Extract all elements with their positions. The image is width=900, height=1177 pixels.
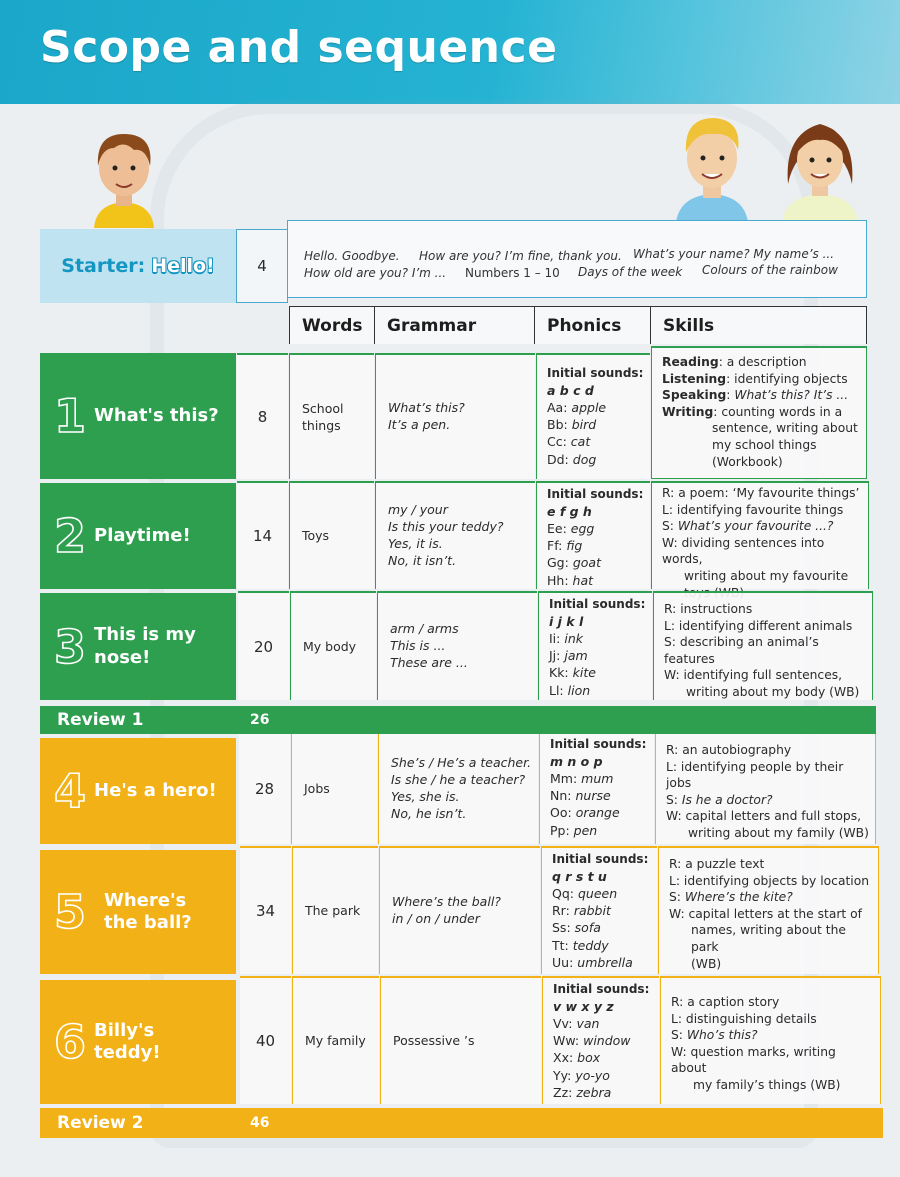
column-header-words: Words xyxy=(289,306,374,344)
starter-item: Hello. Goodbye. xyxy=(304,249,400,263)
phonics-example xyxy=(547,451,650,468)
skill-label: S: xyxy=(666,792,682,807)
starter-hello-title: Hello! xyxy=(151,255,215,277)
phonics-example xyxy=(549,664,652,681)
phonics-heading: Initial sounds: xyxy=(549,597,646,611)
review-2-bar xyxy=(40,1108,883,1138)
grammar-line: Is she / he a teacher? xyxy=(391,772,526,788)
phonics-word: kite xyxy=(572,665,596,681)
skill-text: R: instructions xyxy=(664,602,753,616)
skill-text: my school things xyxy=(712,437,817,452)
phonics-word: egg xyxy=(570,520,595,536)
phonics-heading: Initial sounds: xyxy=(550,737,647,751)
phonics-letter-pair: Ss: xyxy=(552,920,571,936)
girl-character-illustration xyxy=(780,114,860,222)
phonics-heading: Initial sounds: xyxy=(547,366,644,380)
skill-text: L: identifying different animals xyxy=(664,618,853,633)
skill-text: W: capital letters and full stops, xyxy=(666,809,862,824)
phonics-letter-pair: Oo: xyxy=(550,805,572,821)
starter-item: Numbers 1 – 10 xyxy=(465,266,560,280)
skill-text: writing about my body (WB) xyxy=(686,684,860,699)
phonics-word: cat xyxy=(570,434,591,450)
skill-text: R: a puzzle text xyxy=(669,857,765,871)
phonics-letter-pair: Dd: xyxy=(547,451,569,467)
grammar-line: It’s a pen. xyxy=(388,417,451,432)
phonics-letter-pair: Gg: xyxy=(547,555,569,571)
page-title: Scope and sequence xyxy=(40,22,558,73)
phonics-word: lion xyxy=(567,682,591,698)
unit-skills xyxy=(655,734,876,844)
phonics-letter-pair: Aa: xyxy=(547,399,568,415)
phonics-letter-pair: Nn: xyxy=(550,788,572,804)
phonics-word: rabbit xyxy=(573,903,611,919)
phonics-example xyxy=(547,572,650,589)
phonics-word: hat xyxy=(572,572,594,588)
unit-skills xyxy=(660,976,881,1104)
phonics-letter-pair: Tt: xyxy=(552,937,569,953)
starter-item: Colours of the rainbow xyxy=(702,263,838,277)
unit-grammar xyxy=(377,591,537,700)
skill-text: : xyxy=(726,388,735,403)
phonics-letter-pair: Ww: xyxy=(553,1033,580,1049)
review-1-bar xyxy=(40,706,876,734)
unit-page-number: 34 xyxy=(240,846,291,974)
boy-character-illustration xyxy=(88,126,160,228)
unit-skills xyxy=(653,591,873,700)
phonics-word: sofa xyxy=(574,920,601,936)
skill-text: W: capital letters at the start of xyxy=(669,906,863,921)
phonics-example xyxy=(547,433,650,450)
phonics-example xyxy=(550,770,654,787)
phonics-word: pen xyxy=(573,822,598,838)
phonics-example xyxy=(549,630,652,647)
grammar-line: arm / arms xyxy=(390,621,459,637)
grammar-line: These are ... xyxy=(390,654,468,670)
unit-number: 6 xyxy=(54,1015,87,1069)
skill-text: : identifying objects xyxy=(726,371,848,386)
phonics-word: queen xyxy=(577,885,618,901)
unit-words: My family xyxy=(292,976,379,1104)
starter-unit-label xyxy=(40,229,236,303)
phonics-word: teddy xyxy=(572,937,609,953)
skill-label: Speaking xyxy=(662,388,727,403)
phonics-letter-pair: Ll: xyxy=(549,682,564,698)
phonics-letter-pair: Uu: xyxy=(552,954,574,970)
phonics-example xyxy=(549,647,652,664)
column-header-phonics: Phonics xyxy=(534,306,650,344)
phonics-letter-pair: Rr: xyxy=(552,903,570,919)
phonics-example xyxy=(552,937,657,954)
unit-skills xyxy=(651,481,869,589)
unit-grammar: Possessive ’s xyxy=(380,976,541,1104)
skill-text: What’s this? It’s ... xyxy=(734,388,849,403)
phonics-heading: Initial sounds: xyxy=(547,487,644,501)
unit-4-label xyxy=(40,738,236,844)
phonics-letter-pair: Cc: xyxy=(547,434,567,450)
phonics-example xyxy=(552,954,657,971)
grammar-line: Is this your teddy? xyxy=(388,519,504,535)
phonics-example xyxy=(552,902,657,919)
unit-page-number: 14 xyxy=(237,481,288,589)
phonics-example xyxy=(547,537,650,554)
unit-skills xyxy=(651,346,867,479)
phonics-word: jam xyxy=(564,648,588,664)
skill-text: (WB) xyxy=(691,956,722,971)
phonics-word: ink xyxy=(564,630,583,646)
skill-text: : a description xyxy=(718,355,807,369)
grammar-line: No, it isn’t. xyxy=(388,552,457,568)
unit-page-number: 8 xyxy=(237,353,288,479)
phonics-example xyxy=(549,682,652,699)
skill-text: sentence, writing about xyxy=(712,421,858,436)
unit-title: Playtime! xyxy=(94,524,191,546)
phonics-word: fig xyxy=(566,538,583,554)
unit-2-label xyxy=(40,483,236,589)
skill-text: W: dividing sentences into words, xyxy=(662,535,825,567)
skill-label: Listening xyxy=(662,371,727,386)
phonics-letter-pair: Vv: xyxy=(553,1015,573,1031)
skill-text: What’s your favourite ...? xyxy=(677,519,834,534)
phonics-letter-pair: Kk: xyxy=(549,665,569,681)
unit-1-label xyxy=(40,353,236,479)
grammar-line: my / your xyxy=(388,502,448,518)
phonics-example xyxy=(553,1015,659,1032)
unit-phonics xyxy=(541,846,657,974)
phonics-letters: e f g h xyxy=(547,503,592,519)
skill-label: S: xyxy=(671,1028,687,1043)
unit-number: 1 xyxy=(54,389,87,443)
unit-words: My body xyxy=(290,591,376,700)
unit-number: 2 xyxy=(54,509,87,563)
skill-text: L: identifying people by their jobs xyxy=(666,759,844,791)
review-label: Review 2 xyxy=(57,1113,144,1133)
phonics-example xyxy=(547,520,650,537)
skill-text: S: describing an animal’s features xyxy=(664,635,819,666)
unit-phonics xyxy=(539,734,654,844)
unit-page-number: 28 xyxy=(239,734,290,844)
unit-title-line: the ball? xyxy=(104,912,192,933)
unit-title: He's a hero! xyxy=(94,779,217,801)
starter-item: What’s your name? My name’s ... xyxy=(633,247,835,261)
skill-label: S: xyxy=(669,890,685,905)
unit-page-number: 20 xyxy=(238,591,289,700)
phonics-word: mum xyxy=(581,770,614,786)
skill-text: W: question marks, writing about xyxy=(671,1044,836,1076)
unit-grammar xyxy=(375,481,535,589)
unit-grammar xyxy=(379,846,540,974)
phonics-word: zebra xyxy=(576,1084,612,1100)
column-header-grammar: Grammar xyxy=(374,306,534,344)
unit-6-label xyxy=(40,980,236,1104)
grammar-line: Yes, she is. xyxy=(391,789,460,804)
phonics-word: nurse xyxy=(575,788,611,804)
phonics-letters: v w x y z xyxy=(553,998,614,1014)
grammar-line: She’s / He’s a teacher. xyxy=(391,755,532,771)
phonics-word: dog xyxy=(572,451,597,467)
phonics-example xyxy=(553,1049,659,1066)
unit-title-line: nose! xyxy=(94,646,151,668)
skill-text: : counting words in a xyxy=(713,404,843,419)
unit-title xyxy=(94,624,196,669)
blond-boy-character-illustration xyxy=(672,114,752,222)
unit-title-line: teddy! xyxy=(94,1042,161,1063)
skill-text: Where’s the kite? xyxy=(684,890,793,905)
phonics-letter-pair: Zz: xyxy=(553,1084,573,1100)
starter-item: Days of the week xyxy=(578,265,683,279)
unit-words: The park xyxy=(292,846,378,974)
phonics-word: umbrella xyxy=(577,954,633,970)
phonics-heading: Initial sounds: xyxy=(553,982,650,996)
unit-phonics xyxy=(542,976,659,1104)
phonics-word: orange xyxy=(575,805,620,821)
unit-words: School things xyxy=(289,353,374,479)
phonics-letter-pair: Bb: xyxy=(547,417,568,433)
phonics-heading: Initial sounds: xyxy=(552,852,649,866)
skill-text: L: identifying objects by location xyxy=(669,873,870,888)
unit-phonics xyxy=(536,481,650,589)
phonics-letter-pair: Yy: xyxy=(553,1067,572,1083)
unit-3-label xyxy=(40,593,236,700)
review-page-number: 26 xyxy=(250,712,270,728)
unit-words: Toys xyxy=(289,481,374,589)
phonics-word: yo-yo xyxy=(575,1067,610,1083)
phonics-letter-pair: Ii: xyxy=(549,630,561,646)
skill-text: writing about my favourite xyxy=(684,568,849,583)
unit-skills xyxy=(658,846,879,974)
phonics-example xyxy=(552,919,657,936)
phonics-letter-pair: Hh: xyxy=(547,572,569,588)
skill-text: my family’s things (WB) xyxy=(693,1077,841,1092)
grammar-line: Where’s the ball? xyxy=(392,894,501,910)
phonics-letters: a b c d xyxy=(547,382,594,398)
unit-title-line: This is my xyxy=(94,624,196,645)
grammar-line: Yes, it is. xyxy=(388,536,443,551)
phonics-example xyxy=(553,1067,659,1084)
phonics-letters: i j k l xyxy=(549,613,584,629)
grammar-line: What’s this? xyxy=(388,400,465,416)
grammar-line: in / on / under xyxy=(392,911,480,926)
phonics-example xyxy=(552,885,657,902)
unit-number: 5 xyxy=(54,885,87,939)
phonics-letter-pair: Qq: xyxy=(552,885,574,901)
unit-title-line: Where's xyxy=(104,889,187,911)
skill-text: R: an autobiography xyxy=(666,743,792,757)
phonics-example xyxy=(547,416,650,433)
review-label: Review 1 xyxy=(57,710,144,730)
phonics-example xyxy=(550,787,654,804)
skill-text: W: identifying full sentences, xyxy=(664,668,843,683)
unit-title: What's this? xyxy=(94,404,219,426)
phonics-word: van xyxy=(576,1015,600,1031)
phonics-example xyxy=(553,1032,659,1049)
unit-phonics xyxy=(538,591,652,700)
unit-page-number: 40 xyxy=(240,976,291,1104)
grammar-line: This is ... xyxy=(390,638,446,654)
skill-text: writing about my family (WB) xyxy=(688,825,869,840)
starter-page-number: 4 xyxy=(236,229,288,303)
starter-item: How are you? I’m fine, thank you. xyxy=(419,249,622,263)
unit-title xyxy=(104,890,192,935)
phonics-word: goat xyxy=(572,555,601,571)
header-banner xyxy=(0,0,900,104)
phonics-letter-pair: Pp: xyxy=(550,822,570,838)
phonics-letter-pair: Mm: xyxy=(550,770,578,786)
phonics-example xyxy=(547,554,650,571)
skill-text: (Workbook) xyxy=(712,454,783,469)
unit-grammar xyxy=(378,734,538,844)
unit-number: 4 xyxy=(54,764,87,818)
phonics-letters: m n o p xyxy=(550,753,603,769)
skill-text: names, writing about the park xyxy=(691,923,846,954)
skill-text: Is he a doctor? xyxy=(681,792,773,807)
starter-item: How old are you? I’m ... xyxy=(304,266,447,280)
skill-text: L: identifying favourite things xyxy=(662,502,844,517)
skill-text: Who’s this? xyxy=(686,1028,758,1043)
phonics-letter-pair: Xx: xyxy=(553,1050,574,1066)
phonics-example xyxy=(553,1084,659,1101)
unit-words: Jobs xyxy=(291,734,377,844)
phonics-example xyxy=(550,822,654,839)
phonics-letters: q r s t u xyxy=(552,868,607,884)
phonics-letter-pair: Jj: xyxy=(549,648,561,664)
skill-label: Reading xyxy=(662,355,719,369)
phonics-letter-pair: Ff: xyxy=(547,538,563,554)
phonics-word: bird xyxy=(571,417,597,433)
unit-phonics xyxy=(536,353,650,479)
skill-text: R: a caption story xyxy=(671,995,780,1009)
skill-label: S: xyxy=(662,519,678,534)
skill-text: R: a poem: ‘My favourite things’ xyxy=(662,486,860,500)
starter-content xyxy=(287,220,867,298)
unit-5-label xyxy=(40,850,236,974)
review-page-number: 46 xyxy=(250,1115,270,1131)
starter-prefix: Starter: xyxy=(61,255,146,277)
unit-grammar xyxy=(375,353,535,479)
phonics-example xyxy=(547,399,650,416)
grammar-line: No, he isn’t. xyxy=(391,805,467,821)
unit-number: 3 xyxy=(54,619,87,674)
unit-title xyxy=(94,1020,161,1065)
phonics-letter-pair: Ee: xyxy=(547,520,567,536)
phonics-word: window xyxy=(583,1033,631,1049)
phonics-word: apple xyxy=(571,399,607,415)
skill-label: Writing xyxy=(662,404,714,419)
phonics-word: box xyxy=(577,1050,601,1066)
unit-title-line: Billy's xyxy=(94,1019,155,1041)
phonics-example xyxy=(550,804,654,821)
column-header-skills: Skills xyxy=(650,306,867,344)
skill-text: L: distinguishing details xyxy=(671,1011,817,1026)
